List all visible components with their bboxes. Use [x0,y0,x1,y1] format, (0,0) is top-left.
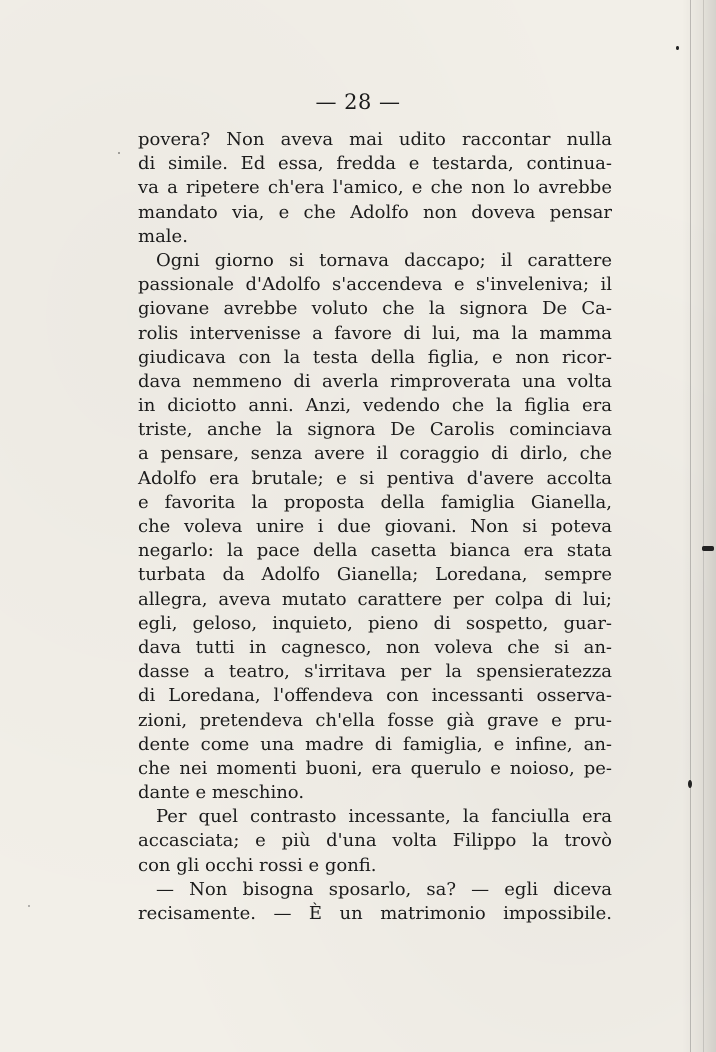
text-line: giudicava con la testa della figlia, e non ricor- [138,346,612,368]
text-line: di simile. Ed essa, fredda e testarda, continua- [138,153,612,175]
text-line: passionale d'Adolfo s'accendeva e s'inveleniva; il [138,274,612,296]
text-line: va a ripetere ch'era l'amico, e che non lo avrebbe [138,177,612,199]
text-line: triste, anche la signora De Carolis cominciava [138,419,612,441]
text-line: rolis intervenisse a favore di lui, ma la mamma [138,322,612,344]
ink-speck [702,546,714,551]
text-line: recisamente. — È un matrimonio impossibile. [138,903,612,924]
text-line: e favorita la proposta della famiglia Gianella, [138,491,612,513]
text-line: Adolfo era brutale; e si pentiva d'avere accolta [138,467,612,489]
text-line: con gli occhi rossi e gonfi. [138,854,377,876]
text-line: dava nemmeno di averla rimproverata una volta [138,370,612,392]
ink-speck [676,46,679,50]
text-line: che voleva unire i due giovani. Non si poteva [138,516,612,537]
text-line: egli, geloso, inquieto, pieno di sospetto, guar- [138,612,612,634]
text-line: dasse a teatro, s'irritava per la spensieratezza [138,661,612,683]
text-line: giovane avrebbe voluto che la signora De Ca- [138,298,612,320]
spine-edge-line [690,0,691,1052]
text-line: dente come una madre di famiglia, e infine, an- [138,733,612,755]
text-line: a pensare, senza avere il coraggio di dirlo, che [138,443,612,465]
book-spine-shadow [682,0,716,1052]
text-line: accasciata; e più d'una volta Filippo la trovò [138,830,612,852]
body-text [138,128,612,926]
text-line: turbata da Adolfo Gianella; Loredana, sempre [138,564,612,586]
text-line: di Loredana, l'offendeva con incessanti osserva- [138,685,612,707]
text-line: povera? Non aveva mai udito raccontar nulla [138,129,612,150]
text-line: dante e meschino. [138,782,305,804]
page-number: — 28 — [315,90,401,114]
text-line: che nei momenti buoni, era querulo e noioso, pe- [138,757,612,779]
text-line: Per quel contrasto incessante, la fanciulla era [156,806,612,828]
ink-speck [28,905,30,907]
text-line: negarlo: la pace della casetta bianca era stata [138,540,612,562]
text-line: — Non bisogna sposarlo, sa? — egli diceva [156,878,612,900]
text-line: in diciotto anni. Anzi, vedendo che la figlia era [138,395,612,417]
text-line: dava tutti in cagnesco, non voleva che si an- [138,636,612,658]
ink-speck [118,152,120,154]
spine-edge-line [703,0,704,1052]
text-line: mandato via, e che Adolfo non doveva pensar [138,201,612,223]
text-line: Ogni giorno si tornava daccapo; il carattere [156,249,612,271]
text-line: male. [138,225,188,247]
ink-speck [688,780,692,788]
text-line: zioni, pretendeva ch'ella fosse già grave e pru- [138,709,612,731]
text-line: allegra, aveva mutato carattere per colpa di lui; [138,588,612,610]
